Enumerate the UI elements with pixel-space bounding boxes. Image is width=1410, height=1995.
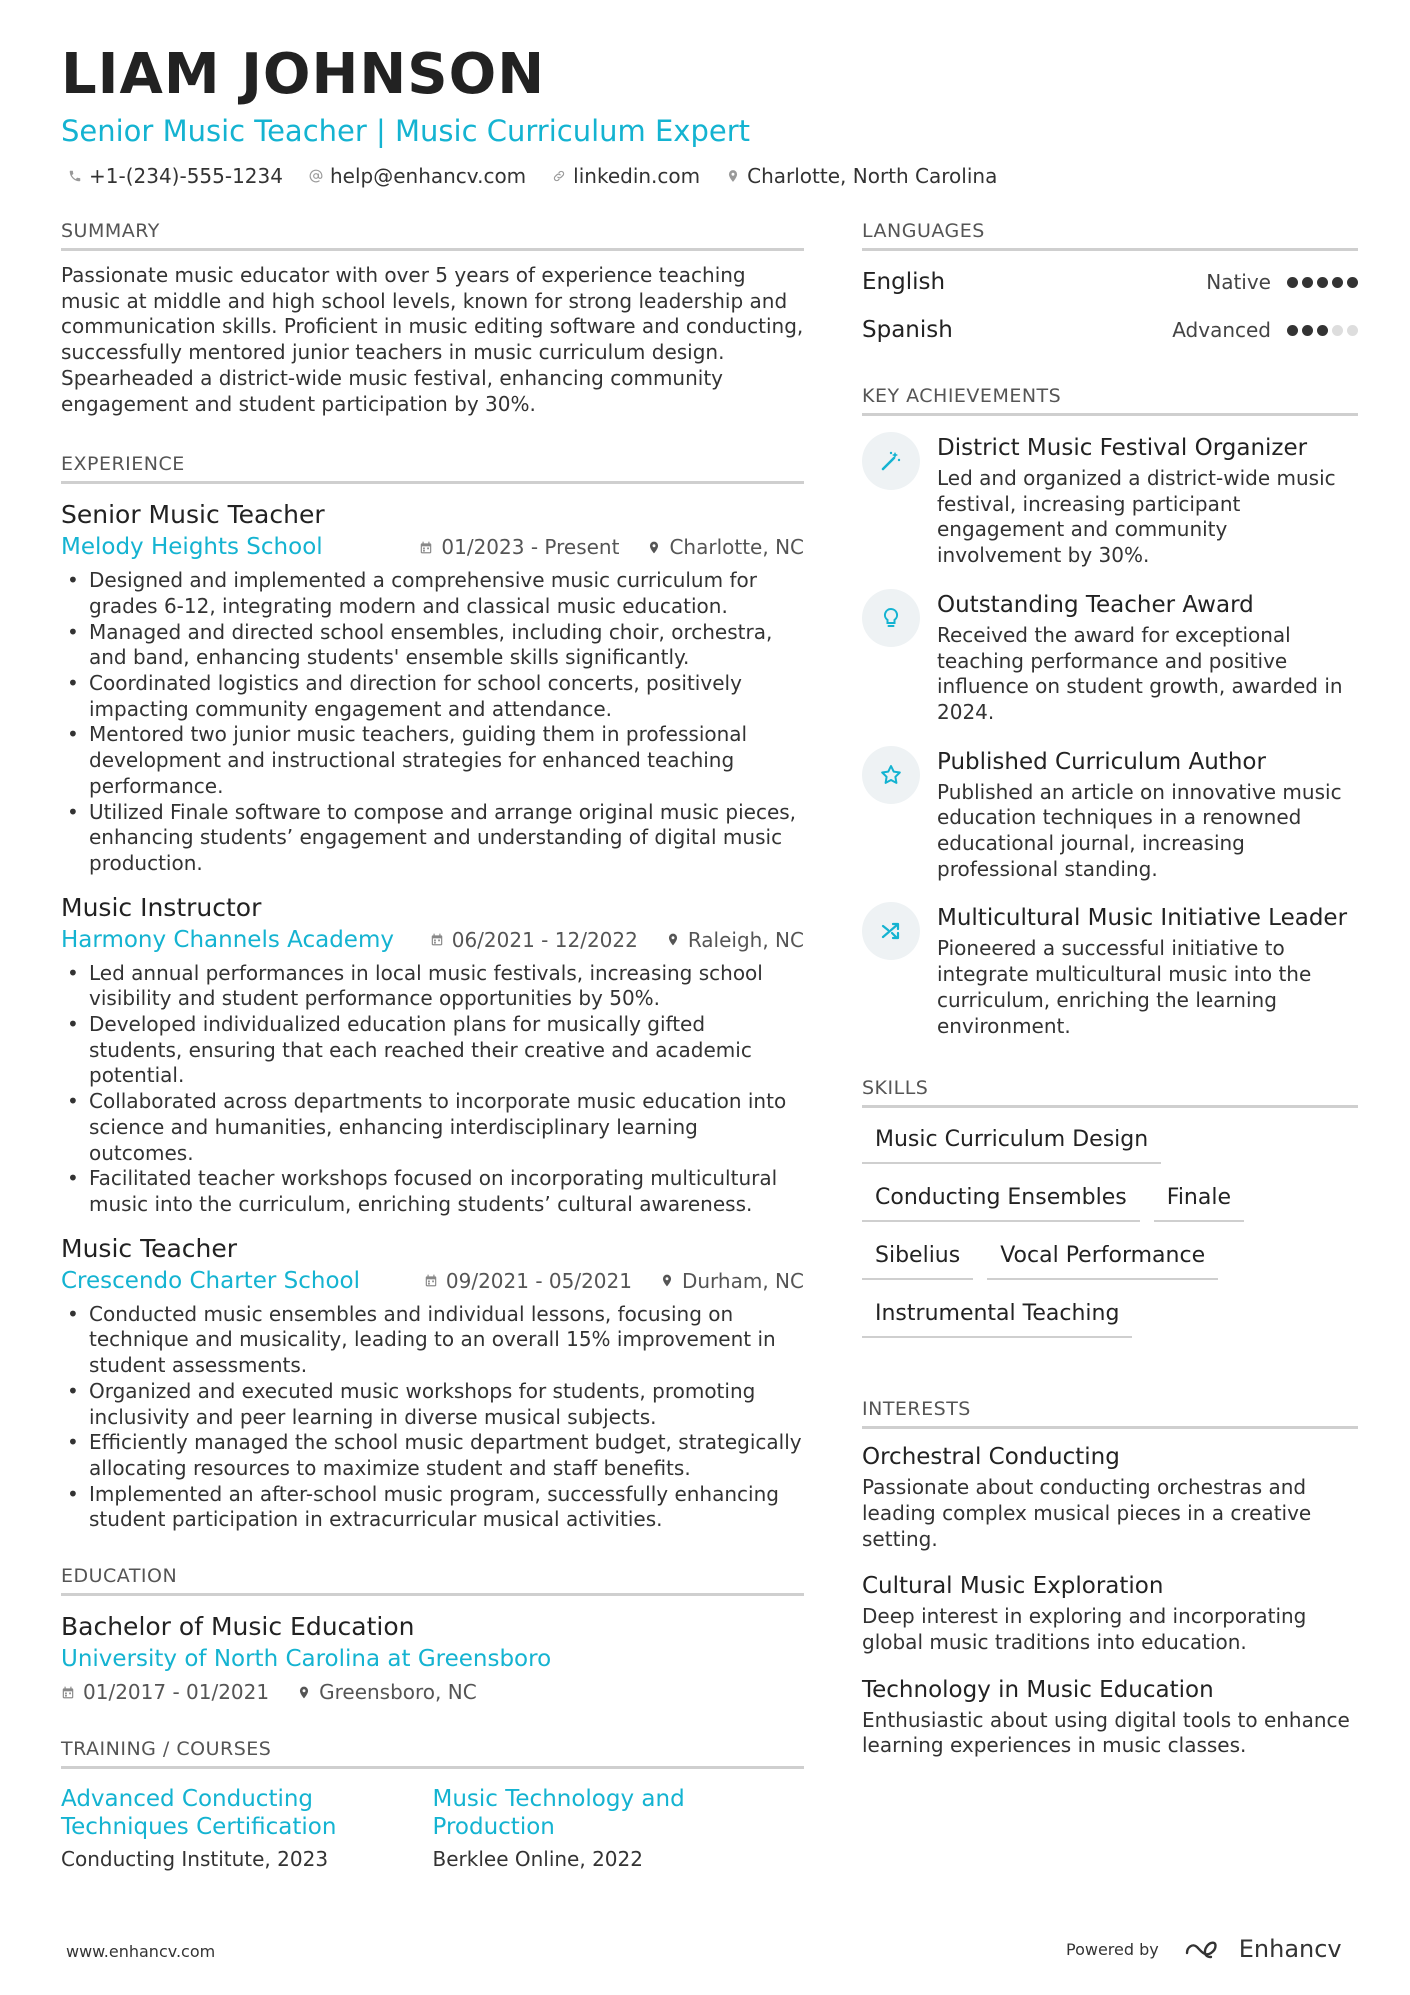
- calendar-icon: [424, 1273, 438, 1288]
- job-location: [647, 535, 804, 559]
- education-location: [297, 1680, 477, 1704]
- rating-dot: [1332, 277, 1343, 288]
- contact-phone[interactable]: [68, 164, 283, 188]
- achievement-description: Pioneered a successful initiative to integrate multicultural music into the curriculum, enriching the learning environment.: [937, 936, 1312, 1038]
- contact-email[interactable]: [309, 164, 526, 188]
- job-title: Senior Music Teacher: [61, 500, 325, 530]
- education-location-text: Greensboro, NC: [319, 1680, 477, 1705]
- job-entry: [61, 1232, 804, 1533]
- education-section: [61, 1565, 804, 1704]
- bullet-item: • Managed and directed school ensembles, including choir, orchestra, and band, enhancing students' ensemble skills significantly.: [89, 620, 804, 671]
- company-name: Harmony Channels Academy: [61, 926, 394, 953]
- achievement-item: [862, 432, 1358, 569]
- skill-tag: Finale: [1154, 1176, 1244, 1222]
- footer-branding: [1066, 1935, 1342, 1963]
- phone-icon: [68, 169, 82, 183]
- job-title: Music Instructor: [61, 892, 262, 922]
- bullet-item: • Collaborated across departments to incorporate music education into science and humanities, enhancing interdisciplinary learning outcomes.: [89, 1089, 804, 1166]
- bullet-item: • Coordinated logistics and direction for school concerts, positively impacting community engagement and attendance.: [89, 671, 804, 722]
- contact-location-text: Charlotte, North Carolina: [747, 164, 998, 188]
- shuffle-icon: [879, 919, 903, 943]
- bullet-item: • Designed and implemented a comprehensive music curriculum for grades 6-12, integrating modern and classical music education.: [89, 568, 804, 619]
- skill-tag: Conducting Ensembles: [862, 1176, 1140, 1222]
- achievement-title: Published Curriculum Author: [937, 748, 1266, 775]
- lightbulb-icon: [879, 606, 903, 630]
- section-title: KEY ACHIEVEMENTS: [862, 385, 1358, 416]
- contact-location: [726, 164, 997, 188]
- location-pin-icon: [666, 932, 680, 947]
- language-name: English: [862, 269, 946, 295]
- bullet-item: • Developed individualized education plans for musically gifted students, ensuring that each reached their creative and academic potential.: [89, 1012, 804, 1089]
- footer-website[interactable]: www.enhancv.com: [66, 1942, 216, 1961]
- course-entry: [61, 1785, 433, 1871]
- job-location-text: Charlotte, NC: [669, 535, 804, 560]
- powered-by-label: Powered by: [1066, 1939, 1159, 1959]
- brand-logo[interactable]: [1183, 1935, 1342, 1963]
- job-location-text: Durham, NC: [681, 1268, 804, 1293]
- achievement-title: Multicultural Music Initiative Leader: [937, 905, 1348, 932]
- job-dates-text: 01/2023 - Present: [441, 535, 620, 560]
- section-title: LANGUAGES: [862, 220, 1358, 251]
- course-title: Music Technology and Production: [432, 1786, 685, 1841]
- candidate-headline: Senior Music Teacher | Music Curriculum Expert: [61, 114, 751, 148]
- interest-description: Deep interest in exploring and incorporating global music traditions into education.: [862, 1604, 1307, 1655]
- section-title: TRAINING / COURSES: [61, 1738, 804, 1769]
- calendar-icon: [61, 1685, 75, 1700]
- interest-description: Passionate about conducting orchestras and leading complex musical pieces in a creative setting.: [862, 1475, 1312, 1551]
- skills-section: [862, 1077, 1358, 1338]
- training-section: [61, 1738, 804, 1871]
- interest-item: [862, 1570, 1358, 1655]
- rating-dot: [1302, 325, 1313, 336]
- interest-item: [862, 1674, 1358, 1759]
- course-provider: Conducting Institute, 2023: [61, 1847, 329, 1872]
- location-pin-icon: [647, 540, 661, 555]
- course-title: Advanced Conducting Techniques Certification: [61, 1786, 337, 1841]
- job-dates: [419, 535, 619, 559]
- bullet-item: • Led annual performances in local music festivals, increasing school visibility and student performance opportunities by 50%.: [89, 961, 804, 1012]
- rating-dot: [1317, 325, 1328, 336]
- achievement-item: [862, 902, 1358, 1039]
- at-icon: [309, 169, 323, 183]
- degree-title: Bachelor of Music Education: [61, 1612, 415, 1642]
- language-name: Spanish: [862, 317, 953, 343]
- job-location: [660, 1269, 804, 1293]
- bullet-item: • Implemented an after-school music program, successfully enhancing student participation in extracurricular musical activities.: [89, 1482, 804, 1533]
- skill-tag: Sibelius: [862, 1234, 973, 1280]
- job-dates: [424, 1269, 632, 1293]
- contact-linkedin[interactable]: [552, 164, 700, 188]
- interests-section: [862, 1398, 1358, 1759]
- interest-title: Orchestral Conducting: [862, 1444, 1120, 1471]
- job-title: Music Teacher: [61, 1233, 238, 1263]
- section-title: SUMMARY: [61, 220, 804, 251]
- enhancv-logo-icon: [1183, 1937, 1231, 1961]
- magic-wand-icon: [879, 449, 903, 473]
- location-pin-icon: [660, 1273, 674, 1288]
- contact-phone-text: +1-(234)-555-1234: [89, 164, 283, 188]
- star-icon: [879, 763, 903, 787]
- right-column: [862, 220, 1358, 1759]
- achievement-description: Led and organized a district-wide music festival, increasing participant engagement and community involvement by 30%.: [937, 466, 1336, 568]
- rating-dot: [1302, 277, 1313, 288]
- achievement-item: [862, 589, 1358, 726]
- interest-title: Technology in Music Education: [862, 1676, 1214, 1703]
- job-location: [666, 928, 804, 952]
- location-pin-icon: [726, 169, 740, 183]
- job-bullets: [61, 961, 804, 1218]
- achievement-title: District Music Festival Organizer: [937, 435, 1308, 461]
- brand-name: Enhancv: [1238, 1935, 1342, 1963]
- interest-item: [862, 1441, 1358, 1552]
- rating-dot: [1287, 325, 1298, 336]
- link-icon: [552, 169, 566, 183]
- summary-section: [61, 220, 804, 417]
- location-pin-icon: [297, 1685, 311, 1700]
- job-dates-text: 06/2021 - 12/2022: [451, 927, 638, 952]
- summary-text: Passionate music educator with over 5 years of experience teaching music at middle and high school levels, known for strong leadership and communication skills. Proficient in music editing software and conducting, successfully mentored junior teachers in music curriculum design. Spearheaded a district-wide music festival, enhancing community engagement and student participation by 30%.: [61, 263, 804, 416]
- rating-dot: [1332, 325, 1343, 336]
- languages-section: [862, 220, 1358, 347]
- rating-dot: [1317, 277, 1328, 288]
- job-dates-text: 09/2021 - 05/2021: [445, 1268, 632, 1293]
- skill-tag: Vocal Performance: [987, 1234, 1218, 1280]
- contact-email-text: help@enhancv.com: [329, 164, 527, 188]
- calendar-icon: [430, 932, 444, 947]
- skill-tag: Instrumental Teaching: [862, 1292, 1132, 1338]
- contact-linkedin-text: linkedin.com: [573, 164, 701, 188]
- achievement-description: Published an article on innovative music education techniques in a renowned educational journal, increasing professional standing.: [937, 779, 1342, 881]
- bullet-item: • Conducted music ensembles and individual lessons, focusing on technique and musicality, leading to an overall 15% improvement in student assessments.: [89, 1302, 804, 1379]
- course-entry: [433, 1785, 805, 1871]
- course-provider: Berklee Online, 2022: [432, 1847, 643, 1872]
- language-level: Advanced: [1172, 318, 1271, 342]
- job-location-text: Raleigh, NC: [687, 927, 804, 952]
- company-name: Crescendo Charter School: [61, 1267, 360, 1294]
- rating-dot: [1347, 277, 1358, 288]
- language-rating: [1287, 277, 1358, 288]
- school-name: University of North Carolina at Greensboro: [61, 1646, 552, 1673]
- language-level: Native: [1206, 270, 1271, 294]
- bullet-item: • Facilitated teacher workshops focused on incorporating multicultural music into the curriculum, enriching students’ cultural awareness.: [89, 1166, 804, 1217]
- job-dates: [430, 928, 638, 952]
- achievements-section: [862, 385, 1358, 1039]
- bullet-item: • Efficiently managed the school music department budget, strategically allocating resources to maximize student and staff benefits.: [89, 1430, 804, 1481]
- section-title: EDUCATION: [61, 1565, 804, 1596]
- achievement-description: Received the award for exceptional teaching performance and positive influence on student growth, awarded in 2024.: [937, 622, 1343, 724]
- job-bullets: [61, 1302, 804, 1533]
- bullet-item: • Organized and executed music workshops for students, promoting inclusivity and peer learning in diverse musical subjects.: [89, 1379, 804, 1430]
- candidate-name: LIAM JOHNSON: [61, 42, 546, 107]
- achievement-title: Outstanding Teacher Award: [937, 591, 1254, 618]
- language-rating: [1287, 325, 1358, 336]
- job-entry: [61, 498, 804, 876]
- left-column: [61, 220, 804, 1871]
- language-row: [862, 265, 1358, 299]
- section-title: INTERESTS: [862, 1398, 1358, 1429]
- rating-dot: [1287, 277, 1298, 288]
- skill-tag: Music Curriculum Design: [862, 1118, 1161, 1164]
- job-entry: [61, 891, 804, 1218]
- section-title: EXPERIENCE: [61, 453, 804, 484]
- section-title: SKILLS: [862, 1077, 1358, 1108]
- company-name: Melody Heights School: [61, 534, 323, 561]
- education-dates: [61, 1680, 269, 1704]
- education-dates-text: 01/2017 - 01/2021: [83, 1680, 270, 1705]
- experience-section: [61, 453, 804, 1533]
- bullet-item: • Mentored two junior music teachers, guiding them in professional development and instructional strategies for enhanced teaching performance.: [89, 722, 804, 799]
- rating-dot: [1347, 325, 1358, 336]
- bullet-item: • Utilized Finale software to compose and arrange original music pieces, enhancing students’ engagement and understanding of digital music production.: [89, 800, 804, 877]
- language-row: [862, 313, 1358, 347]
- achievement-item: [862, 746, 1358, 883]
- interest-title: Cultural Music Exploration: [862, 1573, 1164, 1600]
- contact-bar: [68, 164, 997, 188]
- job-bullets: [61, 568, 804, 876]
- calendar-icon: [419, 540, 433, 555]
- interest-description: Enthusiastic about using digital tools to enhance learning experiences in music classes.: [862, 1707, 1350, 1758]
